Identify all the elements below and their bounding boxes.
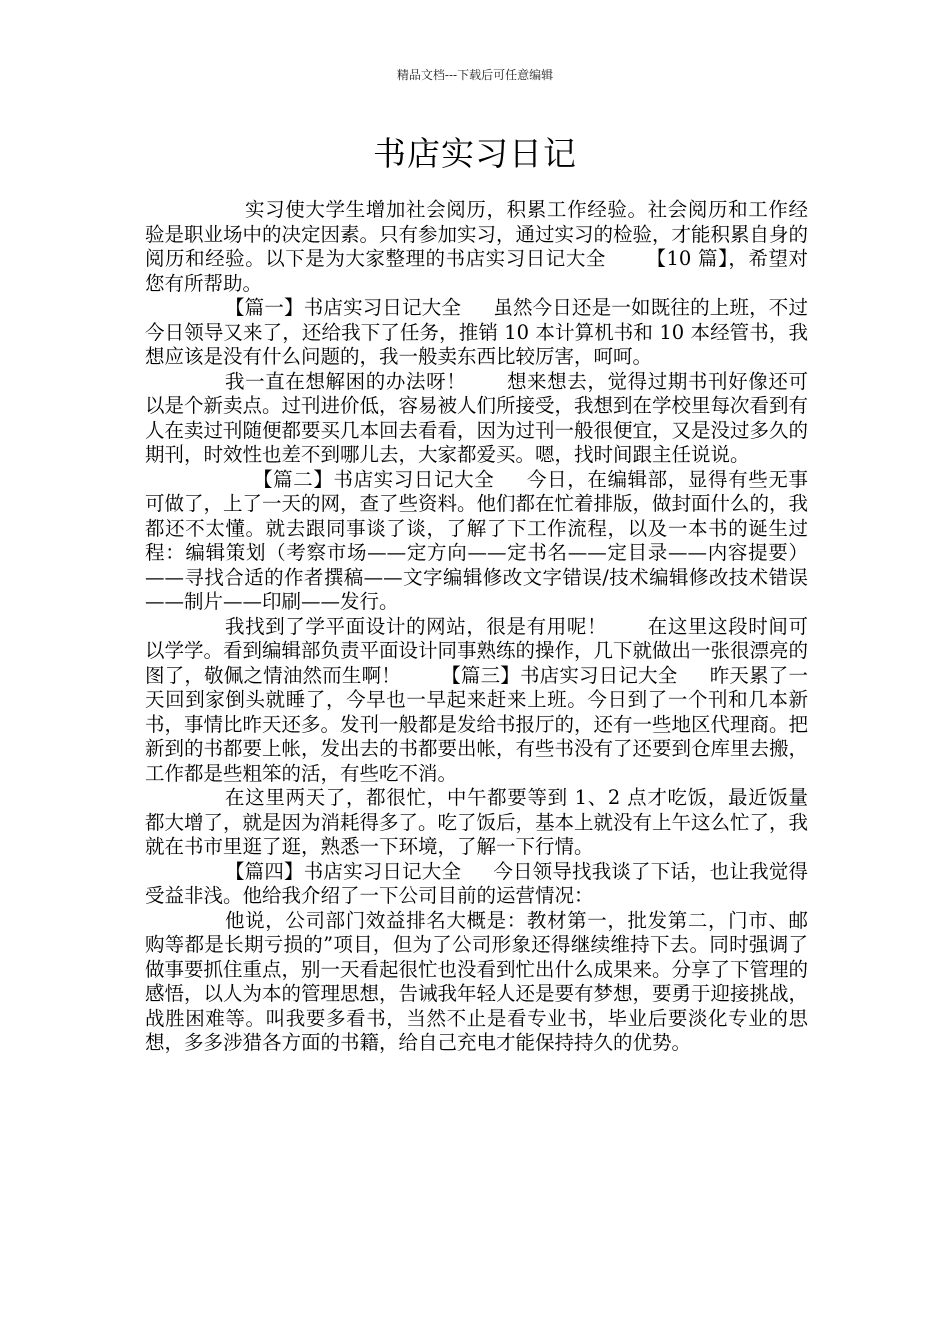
- section1-heading: 【篇一】书店实习日记大全: [225, 296, 462, 319]
- section2-paragraph: [145, 468, 808, 615]
- section1-text-2b: 想来想去，觉得过期书刊好像还可以是个新卖点。过刊进价低，容易被人们所接受，我想到在学校里每次看到有人在卖过刊随便都要买几本回去看看，因为过刊一般很便宜，又是没过多久的期刊，时效性也差不到哪儿去，大家都爱买。嗯，找时间跟主任说说。: [145, 369, 809, 466]
- section1-text: 虽然今日还是一如既往的上班，不过今日领导又来了，还给我下了任务，推销 10 本计算机书和 10 本经管书，我想应该是没有什么问题的，我一般卖东西比较厉害，呵呵。: [145, 296, 808, 368]
- section2-text-2a: 我找到了学平面设计的网站，很是有用呢！: [225, 614, 608, 638]
- section2-heading: 【篇二】书店实习日记大全: [253, 467, 495, 491]
- section2-text-2b: 在这里这段时间可以学学。看到编辑部负责平面设计同事熟练的操作，几下就做出一张很漂亮的图了，敬佩之情油然而生啊！: [145, 614, 809, 687]
- document-title: 书店实习日记: [373, 134, 577, 173]
- section1-text-2a: 我一直在想解困的办法呀！: [225, 369, 467, 393]
- section4-paragraph: [145, 860, 808, 909]
- section1-paragraph-2: [145, 370, 808, 468]
- section3-text: 昨天累了一天回到家倒头就睡了，今早也一早起来赶来上班。今日到了一个刊和几本新书，事情比昨天还多。发刊一般都是发给书报厅的，还有一些地区代理商。把新到的书都要上帐，发出去的书都要出帐，有些书没有了还要到仓库里去搬，工作都是些粗笨的活，有些吃不消。: [145, 663, 809, 785]
- section1-paragraph: [145, 296, 808, 370]
- section4-text: 今日领导找我谈了下话，也让我觉得受益非浅。他给我介绍了一下公司目前的运营情况：: [145, 859, 808, 907]
- section2-text: 今日，在编辑部，显得有些无事可做了，上了一天的网，查了些资料。他们都在忙着排版，做封面什么的，我都还不太懂。就去跟同事谈了谈，了解了下工作流程，以及一本书的诞生过程：编辑策划（考察市场——定方向——定书名——定目录——内容提要）——寻找合适的作者撰稿——文字编辑修改文字错误/技术编辑修改技术错误——制片——印刷——发行。: [145, 467, 809, 613]
- intro-paragraph: [145, 198, 808, 296]
- section4-heading: 【篇四】书店实习日记大全: [225, 859, 462, 883]
- document-body: [145, 198, 808, 1056]
- section2-paragraph-2: [145, 615, 808, 787]
- section3-heading: 【篇三】书店实习日记大全: [441, 663, 678, 687]
- section4-paragraph-2: 他说，公司部门效益排名大概是：教材第一，批发第二，门市、邮购等都是长期亏损的”项目，但为了公司形象还得继续维持下去。同时强调了做事要抓住重点，别一天看起很忙也没看到忙出什么成果来。分享了下管理的感悟，以人为本的管理思想，告诫我年轻人还是要有梦想，要勇于迎接挑战，战胜困难等。叫我要多看书，当然不止是看专业书，毕业后要淡化专业的思想，多多涉猎各方面的书籍，给自己充电才能保持持久的优势。: [145, 908, 809, 1054]
- section3-paragraph-2: 在这里两天了，都很忙，中午都要等到 1、2 点才吃饭，最近饭量都大增了，就是因为消耗得多了。吃了饭后，基本上就没有上午这么忙了，我就在书市里逛了逛，熟悉一下环境，了解一下行情。: [145, 786, 809, 858]
- intro-count: 【10 篇】: [645, 247, 729, 270]
- intro-text: 实习使大学生增加社会阅历，积累工作经验。社会阅历和工作经验是职业场中的决定因素。只有参加实习，通过实习的检验，才能积累自身的阅历和经验。以下是为大家整理的书店实习日记大全: [145, 198, 809, 270]
- intro-tail: ，希望对您有所帮助。: [145, 247, 808, 295]
- page-header: 精品文档---下载后可任意编辑: [396, 68, 554, 82]
